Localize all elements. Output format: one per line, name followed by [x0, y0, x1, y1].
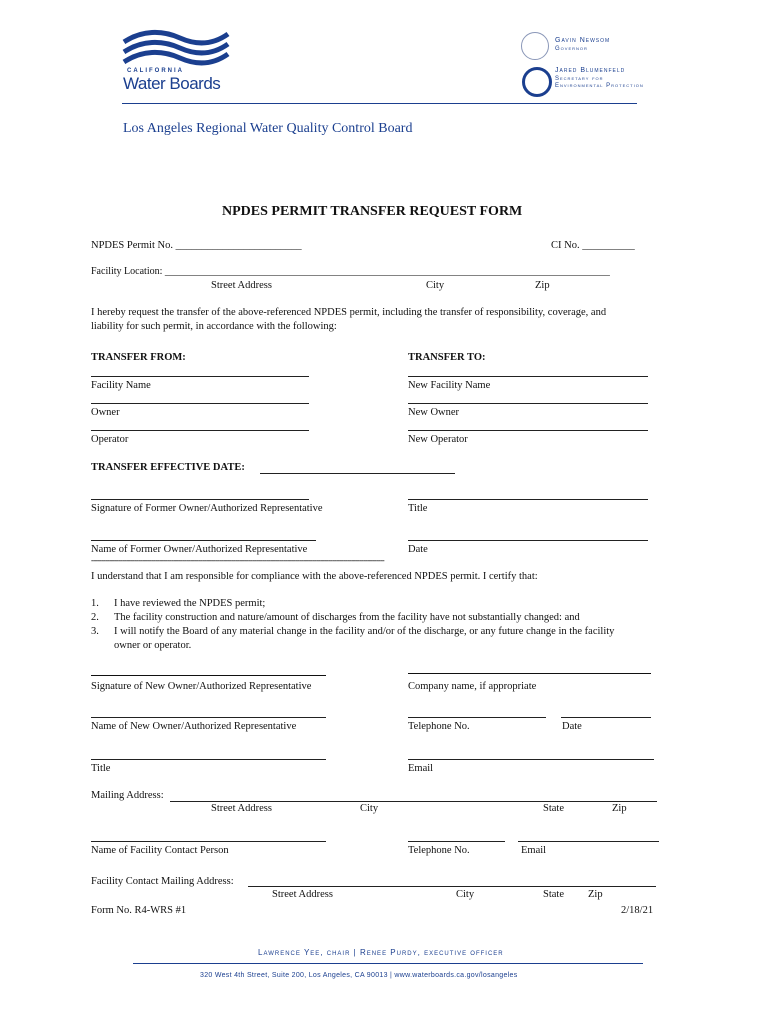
title-label: Title: [408, 503, 428, 514]
wave-logo-icon: [122, 28, 230, 70]
owner-field[interactable]: [91, 403, 309, 404]
owner-label: Owner: [91, 407, 120, 418]
new-facility-name-label: New Facility Name: [408, 380, 491, 391]
city-label: City: [426, 280, 445, 291]
facility-name-field[interactable]: [91, 376, 309, 377]
zip-label: Zip: [535, 280, 550, 291]
governor-title: Governor: [555, 46, 588, 52]
request-text-1: I hereby request the transfer of the above-referenced NPDES permit, including the transfer of responsibility, coverage, and: [91, 307, 607, 318]
new-operator-field[interactable]: [408, 430, 648, 431]
title-field[interactable]: [408, 499, 648, 500]
item-3-continued: owner or operator.: [114, 640, 192, 651]
email-2-field[interactable]: [518, 841, 659, 842]
calepa-logo-icon: [522, 67, 552, 97]
street-address-label: Street Address: [211, 280, 272, 291]
city-2-label: City: [360, 803, 379, 814]
date-2-field[interactable]: [561, 717, 651, 718]
logo-big-text: Water Boards: [123, 74, 221, 93]
footer-divider: [133, 963, 643, 964]
state-label: State: [543, 803, 564, 814]
state-3-label: State: [543, 889, 564, 900]
mailing-address-label: Mailing Address:: [91, 790, 164, 801]
street-address-3-label: Street Address: [272, 889, 333, 900]
telephone-2-field[interactable]: [408, 841, 505, 842]
new-owner-label: New Owner: [408, 407, 460, 418]
facility-name-label: Facility Name: [91, 380, 151, 391]
telephone-2-label: Telephone No.: [408, 845, 470, 856]
new-operator-label: New Operator: [408, 434, 468, 445]
item-1-text: I have reviewed the NPDES permit;: [114, 598, 266, 609]
new-name-field[interactable]: [91, 717, 326, 718]
date-2-label: Date: [562, 721, 582, 732]
former-signature-field[interactable]: [91, 499, 309, 500]
city-3-label: City: [456, 889, 475, 900]
former-signature-label: Signature of Former Owner/Authorized Representative: [91, 503, 323, 514]
governor-seal-icon: [521, 32, 549, 60]
item-2-num: 2.: [91, 612, 99, 623]
company-name-label: Company name, if appropriate: [408, 681, 537, 692]
permit-no-field[interactable]: NPDES Permit No. ________________________: [91, 240, 302, 251]
mailing-address-field[interactable]: [170, 801, 657, 802]
new-owner-field[interactable]: [408, 403, 648, 404]
zip-2-label: Zip: [612, 803, 627, 814]
new-facility-name-field[interactable]: [408, 376, 648, 377]
email-2-label: Email: [521, 845, 547, 856]
zip-3-label: Zip: [588, 889, 603, 900]
title-2-field[interactable]: [91, 759, 326, 760]
form-date: 2/18/21: [621, 905, 654, 916]
understand-text: I understand that I am responsible for compliance with the above-referenced NPDES permit. I certify that:: [91, 571, 538, 582]
contact-person-field[interactable]: [91, 841, 326, 842]
former-name-label: Name of Former Owner/Authorized Representative: [91, 544, 308, 555]
item-2-text: The facility construction and nature/amount of discharges from the facility have not substantially changed: and: [114, 612, 580, 623]
new-name-label: Name of New Owner/Authorized Representative: [91, 721, 297, 732]
header-divider: [122, 103, 637, 104]
effective-date-label: TRANSFER EFFECTIVE DATE:: [91, 462, 245, 473]
governor-name: Gavin Newsom: [555, 37, 611, 44]
date-field[interactable]: [408, 540, 648, 541]
effective-date-field[interactable]: [260, 473, 455, 474]
secretary-title-2: Environmental Protection: [555, 83, 644, 89]
footer-officers: Lawrence Yee, chair | Renee Purdy, executive officer: [258, 948, 504, 957]
request-text-2: liability for such permit, in accordance with the following:: [91, 321, 337, 332]
transfer-from-heading: TRANSFER FROM:: [91, 352, 186, 363]
board-name: Los Angeles Regional Water Quality Control Board: [123, 121, 413, 136]
telephone-label: Telephone No.: [408, 721, 470, 732]
dash-separator: ----------------------------------------------------------------------------------------------------------------------------------------------: [91, 556, 385, 565]
item-3-num: 3.: [91, 626, 99, 637]
contact-person-label: Name of Facility Contact Person: [91, 845, 229, 856]
operator-label: Operator: [91, 434, 129, 445]
item-1-num: 1.: [91, 598, 99, 609]
new-signature-field[interactable]: [91, 675, 326, 676]
form-number: Form No. R4-WRS #1: [91, 905, 187, 916]
secretary-title-1: Secretary for: [555, 76, 604, 82]
date-label: Date: [408, 544, 428, 555]
item-3-text: I will notify the Board of any material change in the facility and/or of the discharge, or any future change in the facility: [114, 626, 615, 637]
email-label: Email: [408, 763, 434, 774]
former-name-field[interactable]: [91, 540, 316, 541]
ci-no-field[interactable]: CI No. __________: [551, 240, 635, 251]
new-signature-label: Signature of New Owner/Authorized Representative: [91, 681, 312, 692]
company-name-field[interactable]: [408, 673, 651, 674]
email-field[interactable]: [408, 759, 654, 760]
footer-address: 320 West 4th Street, Suite 200, Los Angeles, CA 90013 | www.waterboards.ca.gov/losangeles: [200, 972, 518, 979]
contact-mailing-label: Facility Contact Mailing Address:: [91, 876, 234, 887]
telephone-field[interactable]: [408, 717, 546, 718]
transfer-to-heading: TRANSFER TO:: [408, 352, 486, 363]
facility-location-field[interactable]: Facility Location: _________________________________________________________________________________________: [91, 266, 610, 277]
operator-field[interactable]: [91, 430, 309, 431]
form-title: NPDES PERMIT TRANSFER REQUEST FORM: [222, 204, 523, 219]
secretary-name: Jared Blumenfeld: [555, 67, 626, 74]
street-address-2-label: Street Address: [211, 803, 272, 814]
title-2-label: Title: [91, 763, 111, 774]
contact-mailing-field[interactable]: [248, 886, 656, 887]
logo-small-text: CALIFORNIA: [127, 68, 184, 74]
